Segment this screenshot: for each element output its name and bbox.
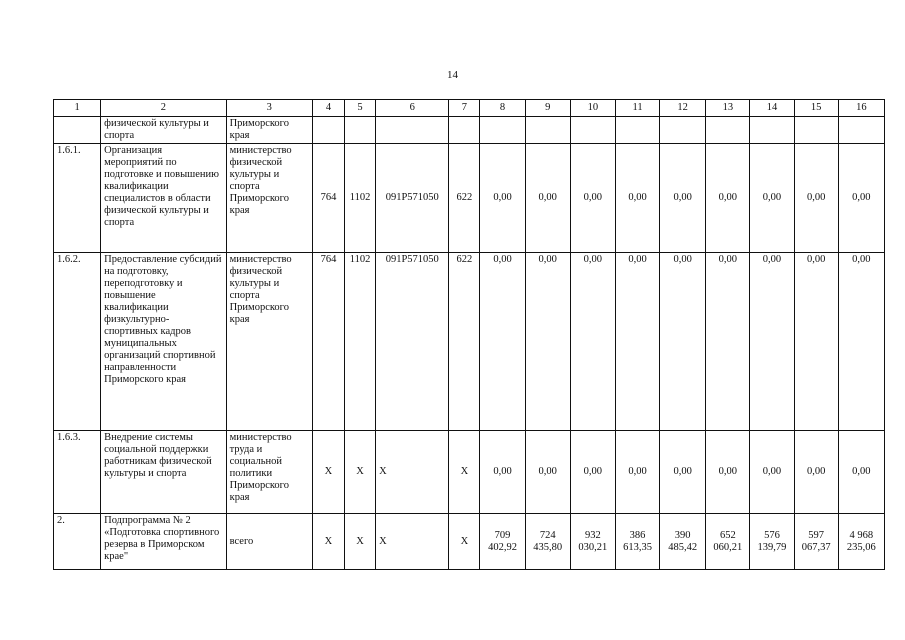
- col-header-7: 7: [449, 100, 480, 117]
- table-cell: Х: [376, 431, 449, 514]
- table-cell: [615, 117, 659, 144]
- table-cell: [480, 117, 525, 144]
- table-cell: 0,00: [750, 431, 794, 514]
- table-cell: 091P571050: [376, 144, 449, 253]
- table-cell: 0,00: [570, 253, 615, 431]
- table-cell: 0,00: [570, 431, 615, 514]
- col-header-5: 5: [345, 100, 376, 117]
- table-cell: 622: [449, 144, 480, 253]
- col-header-4: 4: [312, 100, 344, 117]
- row-title: Внедрение системы социальной поддержки работникам физической культуры и спорта: [101, 431, 226, 514]
- table-row: [54, 514, 885, 570]
- table-cell: [312, 117, 344, 144]
- table-cell: Х: [312, 514, 344, 570]
- table-cell: 4 968 235,06: [838, 514, 884, 570]
- table-cell: 0,00: [838, 431, 884, 514]
- table-cell: 386 613,35: [615, 514, 659, 570]
- table-cell: Х: [449, 514, 480, 570]
- row-title: физической культуры и спорта: [101, 117, 226, 144]
- table-cell: 0,00: [794, 253, 838, 431]
- table-cell: 0,00: [838, 253, 884, 431]
- table-cell: 0,00: [615, 431, 659, 514]
- table-cell: 0,00: [615, 253, 659, 431]
- table-cell: 0,00: [660, 253, 706, 431]
- table-cell: 709 402,92: [480, 514, 525, 570]
- table-cell: 0,00: [525, 431, 570, 514]
- table-row: [54, 253, 885, 431]
- col-header-15: 15: [794, 100, 838, 117]
- table-cell: Х: [449, 431, 480, 514]
- header-row: [54, 100, 885, 117]
- table-cell: 0,00: [750, 144, 794, 253]
- row-executor: министерство физической культуры и спорта Приморского края: [226, 144, 312, 253]
- row-executor: Приморского края: [226, 117, 312, 144]
- table-cell: 597 067,37: [794, 514, 838, 570]
- row-title: Организация мероприятий по подготовке и повышению квалификации специалистов в области физической культуры и спорта: [101, 144, 226, 253]
- table-cell: 652 060,21: [706, 514, 750, 570]
- row-executor: всего: [226, 514, 312, 570]
- row-executor: министерство труда и социальной политики Приморского края: [226, 431, 312, 514]
- table-cell: 0,00: [750, 253, 794, 431]
- budget-table: [53, 99, 885, 570]
- table-cell: 0,00: [706, 253, 750, 431]
- table-cell: 1102: [345, 253, 376, 431]
- row-number: [54, 117, 101, 144]
- table-cell: [449, 117, 480, 144]
- table-cell: 764: [312, 253, 344, 431]
- table-cell: Х: [312, 431, 344, 514]
- table-cell: 764: [312, 144, 344, 253]
- table-cell: 0,00: [838, 144, 884, 253]
- col-header-3: 3: [226, 100, 312, 117]
- table-cell: [525, 117, 570, 144]
- row-title: Предоставление субсидий на подготовку, переподготовку и повышение квалификации физкультурно-спортивных кадров муниципальных организаций спортивной направленности Приморского края: [101, 253, 226, 431]
- col-header-6: 6: [376, 100, 449, 117]
- table-cell: [376, 117, 449, 144]
- table-cell: [660, 117, 706, 144]
- table-cell: [794, 117, 838, 144]
- page-number: 14: [447, 69, 458, 81]
- table-cell: 0,00: [615, 144, 659, 253]
- col-header-9: 9: [525, 100, 570, 117]
- table-cell: 724 435,80: [525, 514, 570, 570]
- table-cell: Х: [345, 514, 376, 570]
- row-number: 1.6.1.: [54, 144, 101, 253]
- table-cell: 091P571050: [376, 253, 449, 431]
- table-cell: 1102: [345, 144, 376, 253]
- table-row: [54, 144, 885, 253]
- col-header-11: 11: [615, 100, 659, 117]
- table-cell: [838, 117, 884, 144]
- table-cell: 0,00: [706, 431, 750, 514]
- table-cell: Х: [376, 514, 449, 570]
- table-row: [54, 431, 885, 514]
- table-cell: [750, 117, 794, 144]
- col-header-14: 14: [750, 100, 794, 117]
- col-header-16: 16: [838, 100, 884, 117]
- table-row: [54, 117, 885, 144]
- table-cell: [706, 117, 750, 144]
- table-cell: 0,00: [570, 144, 615, 253]
- row-number: 1.6.3.: [54, 431, 101, 514]
- col-header-1: 1: [54, 100, 101, 117]
- table-cell: 576 139,79: [750, 514, 794, 570]
- table-cell: 0,00: [660, 144, 706, 253]
- col-header-10: 10: [570, 100, 615, 117]
- table-cell: 0,00: [480, 144, 525, 253]
- col-header-12: 12: [660, 100, 706, 117]
- table-cell: 0,00: [794, 144, 838, 253]
- table-cell: 932 030,21: [570, 514, 615, 570]
- table-cell: 0,00: [706, 144, 750, 253]
- table-cell: 0,00: [480, 431, 525, 514]
- col-header-8: 8: [480, 100, 525, 117]
- row-number: 2.: [54, 514, 101, 570]
- table-cell: 0,00: [480, 253, 525, 431]
- row-title: Подпрограмма № 2 «Подготовка спортивного резерва в Приморском крае": [101, 514, 226, 570]
- table-cell: 390 485,42: [660, 514, 706, 570]
- table-cell: 0,00: [660, 431, 706, 514]
- col-header-13: 13: [706, 100, 750, 117]
- table-cell: 622: [449, 253, 480, 431]
- table-cell: 0,00: [525, 144, 570, 253]
- table-cell: 0,00: [794, 431, 838, 514]
- table-cell: Х: [345, 431, 376, 514]
- table-cell: [570, 117, 615, 144]
- table-cell: 0,00: [525, 253, 570, 431]
- row-number: 1.6.2.: [54, 253, 101, 431]
- table-cell: [345, 117, 376, 144]
- row-executor: министерство физической культуры и спорта Приморского края: [226, 253, 312, 431]
- col-header-2: 2: [101, 100, 226, 117]
